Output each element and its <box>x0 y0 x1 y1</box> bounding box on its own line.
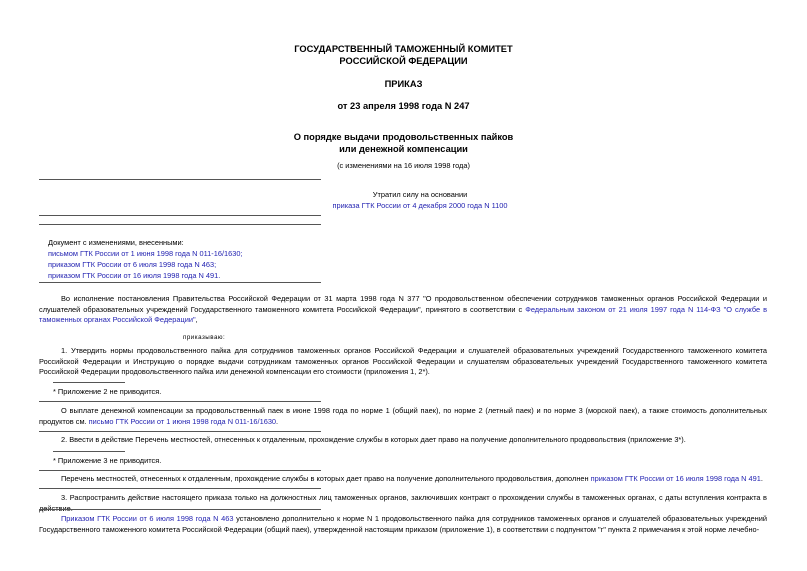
footnote-2: * Приложение 3 не приводится. <box>53 456 162 465</box>
title-line-2: или денежной компенсации <box>339 143 468 154</box>
item-1-paragraph <box>39 346 767 378</box>
document-type: ПРИКАЗ <box>384 79 423 89</box>
preamble-end: , <box>195 315 198 325</box>
divider <box>39 488 321 489</box>
item-2-text: 2. Ввести в действие Перечень местностей, отнесенных к отдаленным, прохождение службы в которых дает право на получение дополнительного продовольствия (приложение 3*). <box>61 435 686 444</box>
organization-line-2: РОССИЙСКОЙ ФЕДЕРАЦИИ <box>339 55 468 66</box>
compensation-text: О выплате денежной компенсации за продовольственный паек в июне 1998 года по норме 1 (общий паек), по норме 2 (летный паек) и по норме 3 (морской паек), а также стоимость дополнительных продуктов см. <box>39 406 767 426</box>
organization-line-1: ГОСУДАРСТВЕННЫЙ ТАМОЖЕННЫЙ КОМИТЕТ <box>294 44 513 54</box>
footnote-divider <box>53 451 125 452</box>
list-addition-note <box>39 474 767 485</box>
footnote-divider <box>53 382 125 383</box>
order-463-link[interactable]: Приказом ГТК России от 6 июля 1998 года N 463 <box>61 514 234 523</box>
changes-note: (с изменениями на 16 июля 1998 года) <box>337 161 470 170</box>
federal-law-link[interactable]: Федеральным законом от 21 июля 1997 года N 114-ФЗ "О службе в таможенных органах Российской Федерации" <box>39 304 768 325</box>
divider <box>39 470 321 471</box>
compensation-note <box>39 406 767 427</box>
amendments-block <box>48 237 448 281</box>
document-date: от 23 апреля 1998 года N 247 <box>337 101 470 111</box>
item-2-paragraph <box>39 435 767 446</box>
divider <box>39 282 321 283</box>
footnote-1: * Приложение 2 не приводится. <box>53 387 162 396</box>
divider <box>39 215 321 216</box>
item-1-text: 1. Утвердить нормы продовольственного пайка для сотрудников таможенных органов Российской Федерации и слушателей образовательных учреждений Государственного таможенного комитета Российской Федерации и Инструкцию о порядке выдачи сотрудникам таможенных органов Российской Федерации и слушателям образовательных учреждений Государственного таможенного комитета Российской Федерации продовольственного пайка или денежной компенсации его стоимости (приложения 1, 2*). <box>39 346 767 377</box>
amendment-link-3[interactable]: приказом ГТК России от 16 июля 1998 года N 491. <box>48 271 221 281</box>
validity-text: Утратил силу на основании <box>372 190 468 199</box>
order-463-text: установлено дополнительно к норме N 1 продовольственного пайка для сотрудников таможенных органов и слушателей образовательных учреждений Государственного таможенного комитета Российской Федерации (общий паек), утвержденной настоящим приказом (приложение 1), в соответствии с подпунктом "г" пункта 2 примечания к этой норме лечебно- <box>39 514 767 534</box>
item-3-paragraph <box>39 493 767 514</box>
divider <box>39 431 321 432</box>
item-3-text: 3. Распространить действие настоящего приказа только на должностных лиц таможенных органов, заключивших контракт о прохождении службы в таможенных органах, с даты вступления контракта в действие. <box>39 493 767 513</box>
validity-note <box>290 190 550 211</box>
organization-title <box>0 44 807 67</box>
list-addition-text: Перечень местностей, отнесенных к отдаленным, прохождение службы в которых дает право на получение дополнительного продовольствия, дополнен <box>61 474 591 483</box>
compensation-end: . <box>276 416 279 426</box>
divider <box>39 224 321 225</box>
repeal-order-link[interactable]: приказа ГТК России от 4 декабря 2000 года N 1100 <box>332 200 508 210</box>
list-addition-end: . <box>760 474 763 483</box>
divider <box>39 509 321 510</box>
order-word: приказываю: <box>183 334 226 341</box>
amendment-link-2[interactable]: приказом ГТК России от 6 июля 1998 года N 463; <box>48 260 217 270</box>
order-463-note <box>39 514 767 535</box>
document-title <box>0 132 807 155</box>
title-line-1: О порядке выдачи продовольственных пайков <box>293 132 514 142</box>
preamble-text: Во исполнение постановления Правительства Российской Федерации от 31 марта 1998 года N 377 "О продовольственном обеспечении сотрудников таможенных органов Российской Федерации и слушателей образовательных учреждений Государственного таможенного комитета Российской Федерации", принятого в соответствии с <box>39 294 767 314</box>
order-491-link[interactable]: приказом ГТК России от 16 июля 1998 года N 491 <box>590 474 761 483</box>
divider <box>39 401 321 402</box>
letter-link[interactable]: письмо ГТК России от 1 июня 1998 года N 011-16/1630 <box>88 416 277 426</box>
amendment-link-1[interactable]: письмом ГТК России от 1 июня 1998 года N 011-16/1630; <box>48 249 243 259</box>
divider <box>39 179 321 180</box>
amendments-intro: Документ с изменениями, внесенными: <box>48 238 184 247</box>
preamble-paragraph <box>39 294 767 326</box>
